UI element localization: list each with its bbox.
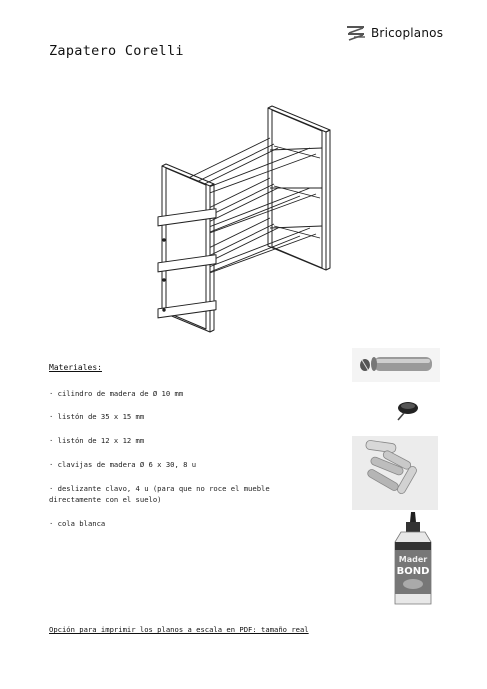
shoe-rack-drawing <box>150 100 335 340</box>
nail-glide-photo <box>394 396 424 422</box>
brand-name: Bricoplanos <box>371 26 444 40</box>
front-side-panel <box>158 164 216 332</box>
glue-brand-text: Mader <box>398 555 428 564</box>
material-item-glue: · cola blanca <box>49 519 106 528</box>
print-pdf-link[interactable]: Opción para imprimir los planos a escala en PDF: tamaño real <box>49 625 309 634</box>
cylinder-photo <box>352 348 440 382</box>
glue-bottle-photo <box>389 512 437 608</box>
material-item-strip-12x12: · listón de 12 x 12 mm <box>49 436 145 445</box>
glue-label-text: BOND <box>396 566 430 577</box>
material-item-dowels: · clavijas de madera Ø 6 x 30, 8 u <box>49 460 197 469</box>
bricoplanos-logo-icon <box>345 24 367 42</box>
page-title: Zapatero Corelli <box>49 43 184 59</box>
material-item-glides: · deslizante clavo, 4 u (para que no roce el mueble directamente con el suelo) <box>49 484 270 504</box>
material-item-cylinder: · cilindro de madera de Ø 10 mm <box>49 389 184 398</box>
dowels-photo <box>352 436 438 510</box>
material-item-strip-35x15: · listón de 35 x 15 mm <box>49 412 145 421</box>
materials-heading: Materiales: <box>49 363 102 372</box>
brand <box>345 24 443 42</box>
